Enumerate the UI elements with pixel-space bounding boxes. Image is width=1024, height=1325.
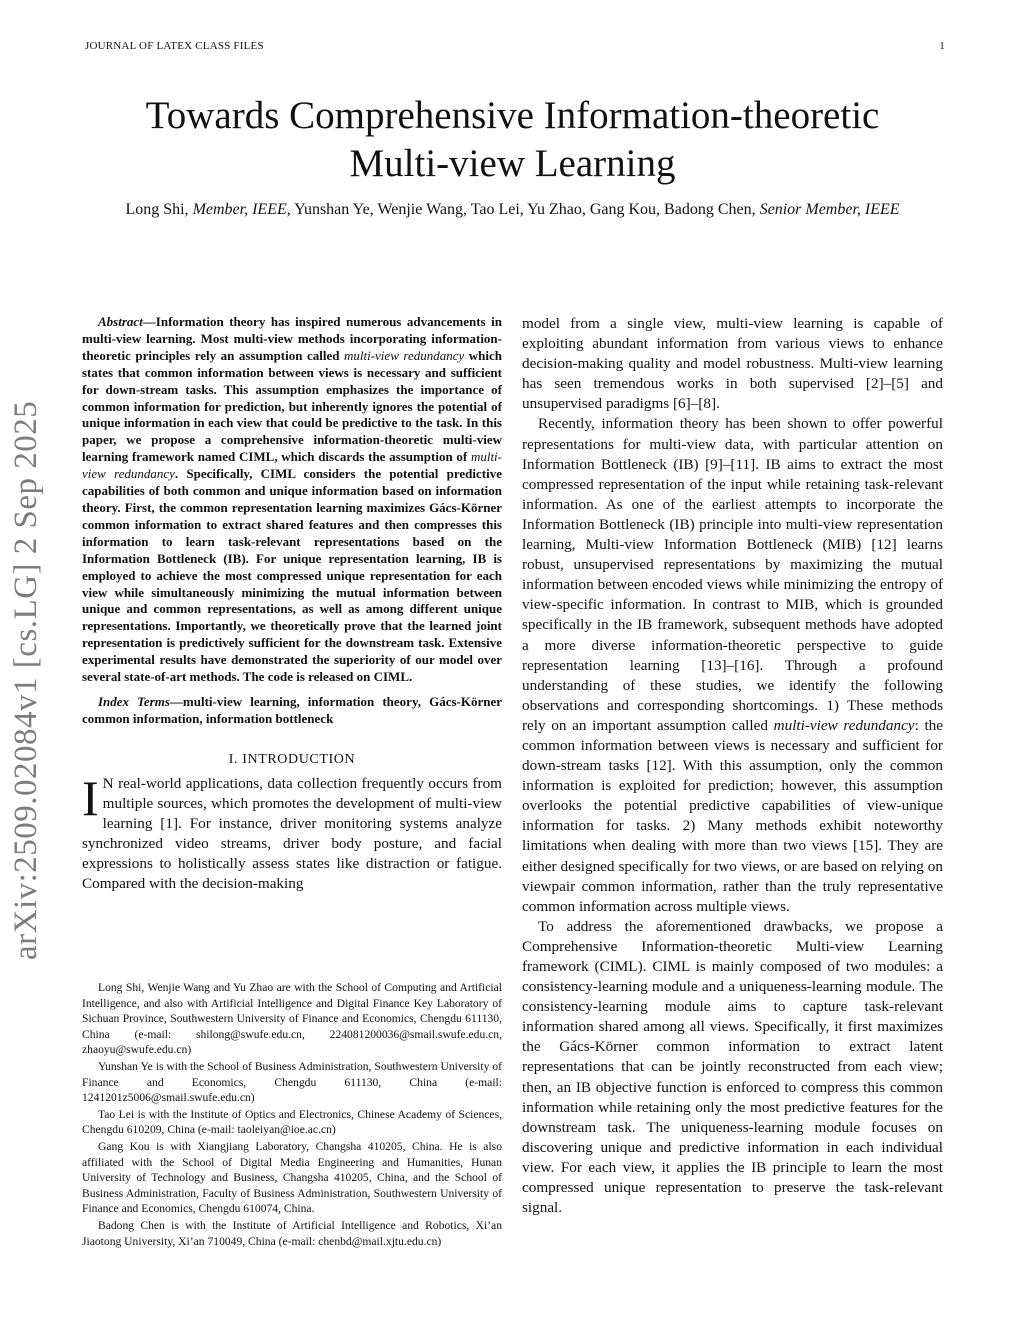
section-heading-introduction: I. INTRODUCTION — [228, 751, 356, 767]
page-number: 1 — [939, 40, 945, 52]
index-terms-text: —multi-view learning, information theory, Gács-Körner common information, information bottleneck — [82, 693, 503, 726]
left-column — [82, 314, 502, 894]
body-paragraph: model from a single view, multi-view learning is capable of exploiting abundant information from various views to enhance decision-making quality and model robustness. Multi-view learning has seen tremendous works in both supervised [2]–[5] and unsupervised paradigms [6]–[8]. — [522, 315, 943, 413]
abstract-text-a: —Information theory has inspired numerous advancements in multi-view learning. Most multi-view methods incorporating information-theoretic principles rely an assumption called — [82, 314, 502, 363]
abstract-term-b: multi-view redundancy — [82, 449, 502, 482]
right-column — [522, 314, 943, 1218]
title-line-1: Towards Comprehensive Information-theoretic — [145, 94, 880, 137]
journal-name: JOURNAL OF LATEX CLASS FILES — [85, 40, 264, 52]
intro-paragraph — [82, 769, 502, 895]
authors-part-2: , Yunshan Ye, Wenjie Wang, Tao Lei, Yu Zhao, Gang Kou, Badong Chen, — [286, 201, 760, 218]
author-role-2: Senior Member, IEEE — [759, 201, 900, 218]
author-list — [95, 199, 930, 220]
author-role-1: Member, IEEE — [192, 201, 287, 218]
authors-part-1: Long Shi, — [125, 201, 193, 218]
abstract-label: Abstract — [98, 314, 143, 329]
paper-title — [90, 92, 935, 188]
footnote: Tao Lei is with the Institute of Optics and Electronics, Chinese Academy of Sciences, Chengdu 610209, China (e-mail: taoleiyan@ioe.ac.cn) — [82, 1107, 502, 1137]
paragraph-text: Recently, information theory has been shown to offer powerful representations for multi-view data, with particular attention on Information Bottleneck (IB) [9]–[11]. IB aims to extract the most compressed representation of the input while retaining task-relevant information. As one of the earliest attempts to incorporate the Information Bottleneck (IB) principle into multi-view representation learning, Multi-view Information Bottleneck (MIB) [12] learns robust, unsupervised representations by maximizing the mutual information between encoded views while minimizing the entropy of view-specific information. In contrast to MIB, which is grounded specifically in the IB framework, subsequent methods have adopted a more diverse information-theoretic perspective to guide representation learning [13]–[16]. Through a profound understanding of these studies, we identify the following observations and corresponding shortcomings. 1) These methods rely on an important assumption called — [522, 415, 943, 734]
intro-text: N real-world applications, data collection frequently occurs from multiple sources, which promotes the development of multi-view learning [1]. For instance, driver monitoring systems analyze synchronized video streams, driver body posture, and facial expressions to holistically assess states like distraction or fatigue. Compared with the decision-making — [82, 774, 502, 893]
paragraph-text: : the common information between views is necessary and sufficient for down-stream tasks [12]. With this assumption, only the common information is exploited for prediction; however, this assumption overlooks the potential predictive capabilities of view-unique information for tasks. 2) Many methods exhibit noteworthy limitations when dealing with more than two views [15]. They are either designed specifically for two views, or are based on relying on viewpair common information, rather than the truly representative common information across multiple views. — [522, 716, 944, 915]
abstract-text-b: which states that common information between views is necessary and sufficient for down-stream tasks. This assumption emphasizes the importance of common information for prediction, but inherently ignores the potential of unique information in each view that could be predictive to the task. In this paper, we propose a comprehensive information-theoretic multi-view learning framework named CIML, which discards the assumption of — [82, 347, 502, 465]
index-terms-label: Index Terms — [98, 693, 170, 709]
index-terms — [82, 694, 502, 728]
abstract — [82, 314, 502, 686]
abstract-text-c: . Specifically, CIML considers the potential predictive capabilities of both common and unique information based on information theory. First, the common representation learning maximizes Gács-Körner common information to extract shared features and then compresses this information to learn task-relevant representations based on the Information Bottleneck (IB). For unique representation learning, IB is employed to achieve the most compressed unique representation for each view while simultaneously minimizing the mutual information between unique and common representations, as well as among different unique representations. Importantly, we theoretically prove that the learned joint representation is predictively sufficient for the downstream task. Extensive experimental results have demonstrated the superiority of our model over several state-of-art methods. The code is released on CIML. — [82, 466, 502, 685]
footnote: Gang Kou is with Xiangjiang Laboratory, Changsha 410205, China. He is also affiliated with the School of Digital Media Engineering and Humanities, Hunan University of Technology and Business, Changsha 410205, China, and the School of Business Administration, Faculty of Business Administration, Southwestern University of Finance and Economics, Chengdu 610074, China. — [82, 1139, 502, 1216]
author-footnotes — [82, 980, 502, 1250]
footnote: Badong Chen is with the Institute of Artificial Intelligence and Robotics, Xi’an Jiaotong University, Xi’an 710049, China (e-mail: chenbd@mail.xjtu.edu.cn) — [82, 1218, 502, 1248]
footnote: Yunshan Ye is with the School of Business Administration, Southwestern University of Finance and Economics, Chengdu 611130, China (e-mail: 1241201z5006@smail.swufe.edu.cn) — [82, 1059, 502, 1105]
arxiv-stamp: arXiv:2509.02084v1 [cs.LG] 2 Sep 2025 — [8, 400, 44, 960]
drop-cap: I — [82, 769, 99, 826]
emphasized-term: multi-view redundancy — [773, 716, 915, 734]
title-line-2: Multi-view Learning — [349, 142, 676, 185]
body-paragraph: To address the aforementioned drawbacks, we propose a Comprehensive Information-theoretic Multi-view Learning framework (CIML). CIML is mainly composed of two modules: a consistency-learning module and a uniqueness-learning module. The consistency-learning module aims to capture task-relevant information shared among all views. Specifically, it first maximizes the Gács-Körner common information to extract latent representations that can be jointly reconstructed from each view; then, an IB objective function is enforced to compress this common information while retaining only the most predictive features for the downstream task. The uniqueness-learning module focuses on discovering unique and predictive information in each individual view. For each view, it applies the IB principle to learn the most compressed unique representation to preserve the task-relevant signal. — [522, 917, 943, 1217]
body-paragraph — [522, 414, 943, 916]
abstract-term-a: multi-view redundancy — [343, 347, 465, 363]
footnote: Long Shi, Wenjie Wang and Yu Zhao are with the School of Computing and Artificial Intelligence, and also with Artificial Intelligence and Digital Finance Key Laboratory of Sichuan Province, Southwestern University of Finance and Economics, Chengdu 611130, China (e-mail: shilong@swufe.edu.cn, 224081200036@smail.swufe.edu.cn, zhaoyu@swufe.edu.cn) — [82, 981, 502, 1057]
